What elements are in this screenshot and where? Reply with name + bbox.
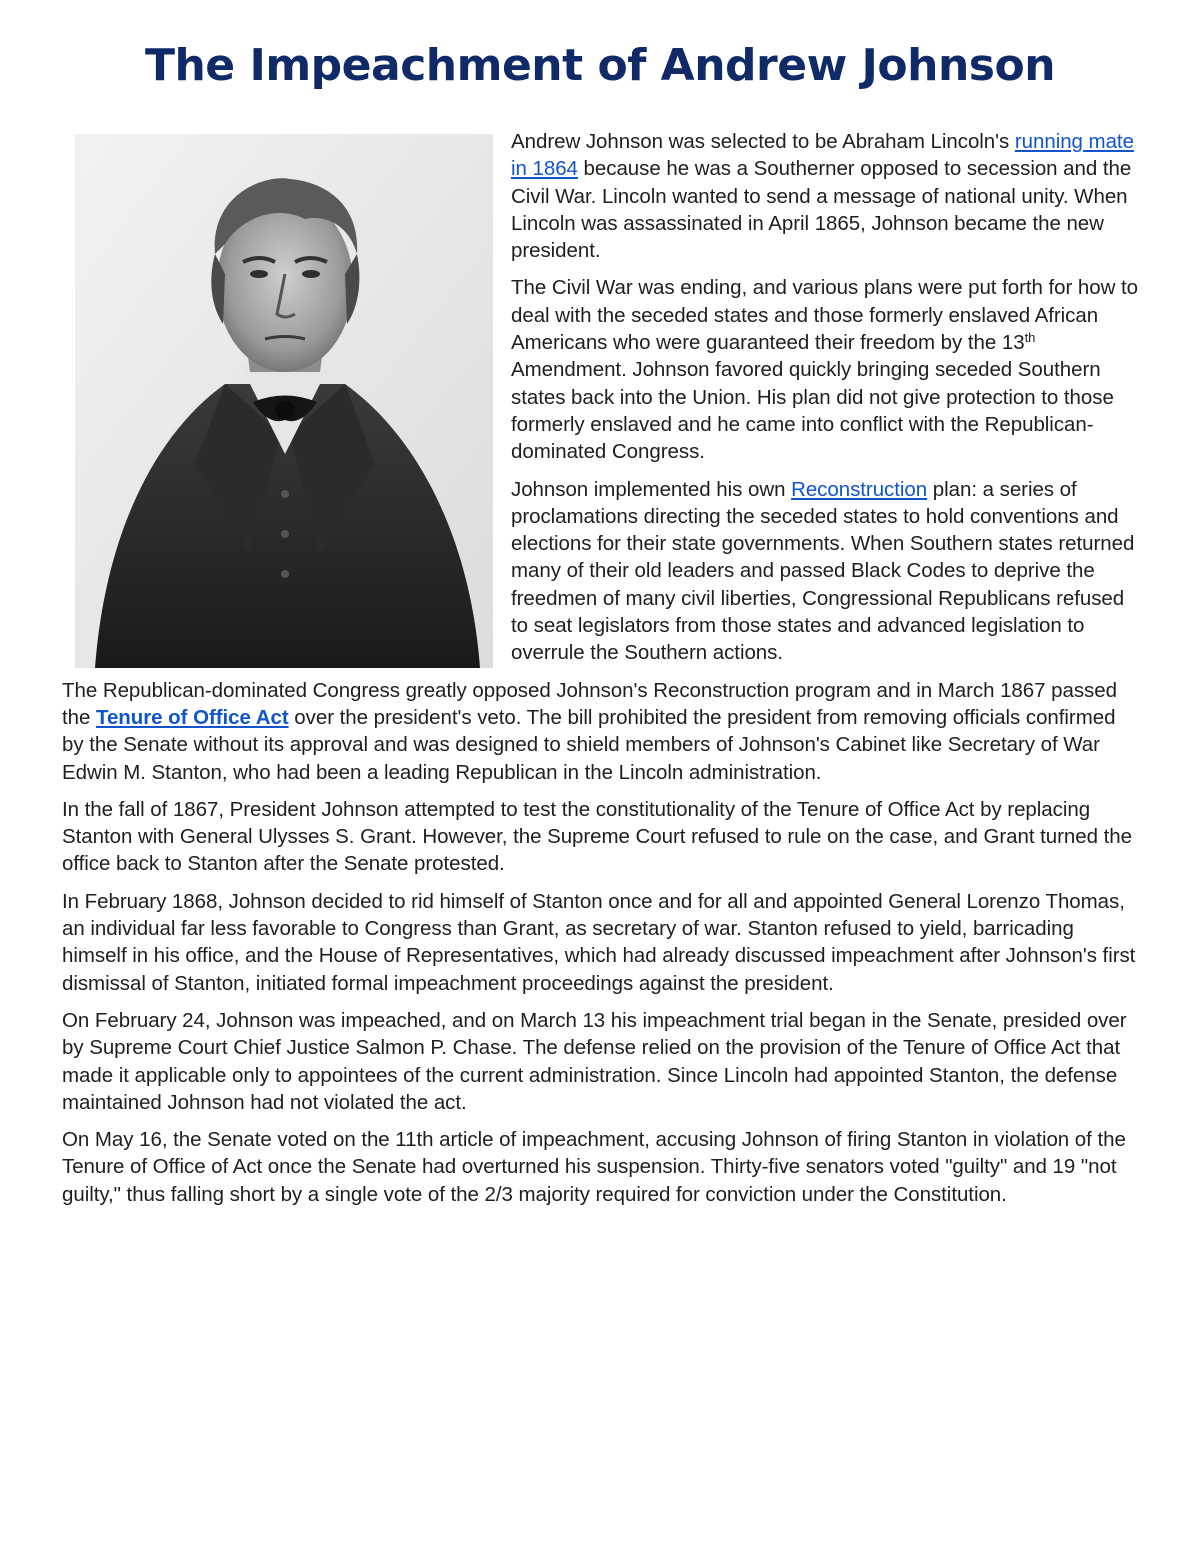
paragraph-7: On February 24, Johnson was impeached, and on March 13 his impeachment trial began in the Senate, presided over by Supreme Court Chief Justice Salmon P. Chase. The defense relied on the provision of the Tenure of Office Act that made it applicable only to appointees of the current administration. Since Lincoln had appointed Stanton, the defense maintained Johnson had not violated the act.: [62, 1008, 1127, 1114]
article-body: [62, 128, 1140, 1218]
paragraph-2-text-a: The Civil War was ending, and various plans were put forth for how to deal with the seceded states and those formerly enslaved African Americans who were guaranteed their freedom by the 13: [511, 276, 1139, 355]
tenure-of-office-act-link[interactable]: Tenure of Office Act: [96, 705, 289, 729]
paragraph-3-text-a: Johnson implemented his own: [511, 477, 792, 501]
paragraph-1-text-b: because he was a Southerner opposed to secession and the Civil War. Lincoln wanted to send a message of national unity. When Lincoln was assassinated in April 1865, Johnson became the new president.: [511, 157, 1132, 263]
page-title: The Impeachment of Andrew Johnson: [144, 40, 1056, 91]
paragraph-4-text-a: The Republican-dominated Congress greatly opposed Johnson's Reconstruction program and in March 1867 passed the: [62, 678, 1117, 729]
paragraph-1-text-a: Andrew Johnson was selected to be Abraham Lincoln's: [511, 130, 1015, 153]
portrait-illustration: [75, 134, 493, 668]
paragraph-8: On May 16, the Senate voted on the 11th article of impeachment, accusing Johnson of firing Stanton in violation of the Tenure of Office of Act once the Senate had overturned his suspension. Thirty-five senators voted "guilty" and 19 "not guilty," thus falling short by a single vote of the 2/3 majority required for conviction under the Constitution.: [62, 1128, 1126, 1206]
paragraph-5: In the fall of 1867, President Johnson attempted to test the constitutionality of the Tenure of Office Act by replacing Stanton with General Ulysses S. Grant. However, the Supreme Court refused to rule on the case, and Grant turned the office back to Stanton after the Senate protested.: [62, 797, 1132, 876]
paragraph-3-text-b: plan: a series of proclamations directing the seceded states to hold conventions and elections for their state governments. When Southern states returned many of their old leaders and passed Black Codes to deprive the freedmen of many civil liberties, Congressional Republicans refused to seat legislators from those states and advanced legislation to overrule the Southern actions.: [511, 477, 1135, 665]
running-mate-link[interactable]: running mate in 1864: [511, 130, 1134, 181]
paragraph-6: In February 1868, Johnson decided to rid himself of Stanton once and for all and appointed General Lorenzo Thomas, an individual far less favorable to Congress than Grant, as secretary of war. Stanton refused to yield, barricading himself in his office, and the House of Representatives, which had already discussed impeachment after Johnson's first dismissal of Stanton, initiated formal impeachment proceedings against the president.: [62, 889, 1136, 995]
paragraph-4: [62, 677, 1140, 786]
paragraph-4-text-b: over the president's veto. The bill prohibited the president from removing officials confirmed by the Senate without its approval and was designed to shield members of Johnson's Cabinet like Secretary of War Edwin M. Stanton, who had been a leading Republican in the Lincoln administration.: [62, 705, 1116, 784]
portrait-photo: [75, 134, 493, 668]
ordinal-superscript: th: [1024, 330, 1036, 346]
reconstruction-link[interactable]: Reconstruction: [791, 477, 928, 501]
paragraph-2-text-b: Amendment. Johnson favored quickly bringing seceded Southern states back into the Union. His plan did not give protection to those formerly enslaved and he came into conflict with the Republican-dominated Congress.: [511, 358, 1114, 464]
